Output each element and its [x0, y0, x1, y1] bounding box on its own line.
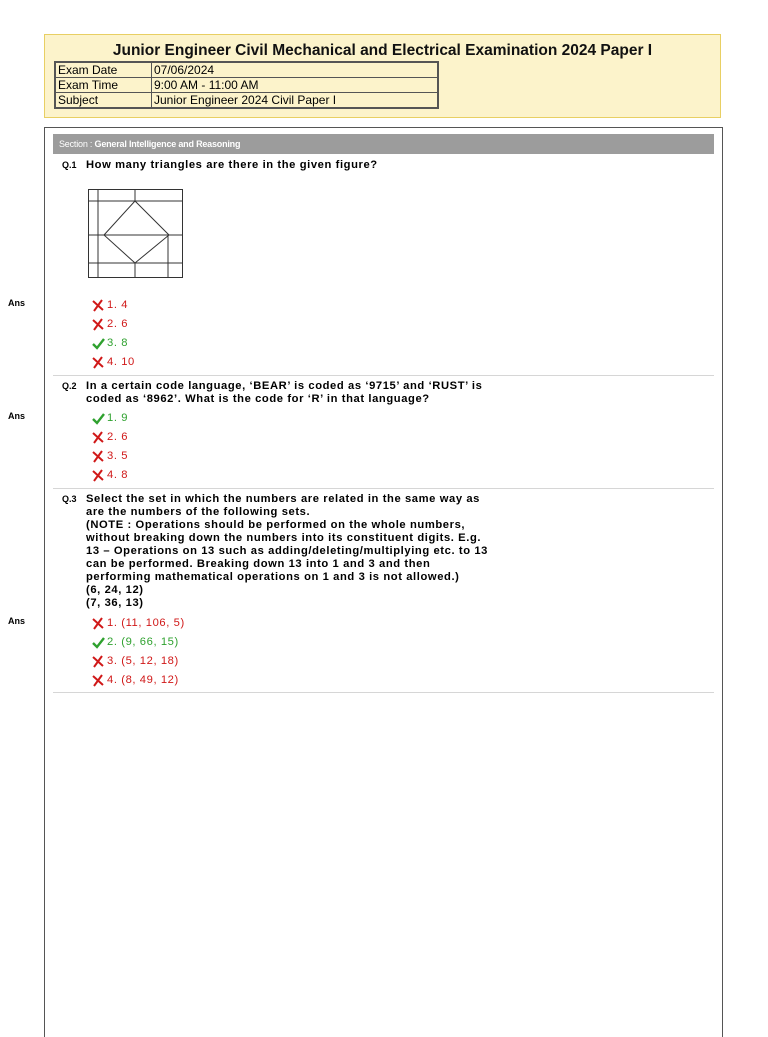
option[interactable] [91, 408, 128, 427]
option-text: 4. 8 [107, 468, 129, 481]
divider [53, 488, 714, 489]
question-number: Q.1 [62, 160, 77, 170]
section-name: General Intelligence and Reasoning [94, 139, 241, 149]
exam-title: Junior Engineer Civil Mechanical and Electrical Examination 2024 Paper I [112, 42, 653, 59]
question-line: 13 – Operations on 13 such as adding/deleting/multiplying etc. to 13 [86, 545, 488, 557]
option[interactable] [91, 314, 135, 333]
info-value: 07/06/2024 [152, 62, 439, 78]
question-line: Select the set in which the numbers are related in the same way as [86, 493, 480, 505]
ans-label: Ans [8, 411, 26, 421]
option-text: 4. (8, 49, 12) [107, 673, 179, 686]
option-text: 3. 8 [107, 336, 129, 349]
cross-icon [91, 449, 107, 463]
option[interactable] [91, 670, 185, 689]
info-row-date [55, 62, 438, 78]
cross-icon [91, 317, 107, 331]
question-line: coded as ‘8962’. What is the code for ‘R’ in that language? [86, 393, 430, 405]
option-text: 1. (11, 106, 5) [107, 616, 185, 629]
option-text: 1. 4 [107, 298, 129, 311]
question-text [86, 159, 536, 172]
question-line: performing mathematical operations on 1 and 3 is not allowed.) [86, 571, 460, 583]
question-line: In a certain code language, ‘BEAR’ is coded as ‘9715’ and ‘RUST’ is [86, 380, 483, 392]
option-text: 3. (5, 12, 18) [107, 654, 179, 667]
option[interactable] [91, 295, 135, 314]
option[interactable] [91, 333, 135, 352]
options-q3 [91, 613, 185, 689]
divider [53, 375, 714, 376]
exam-header [44, 34, 721, 118]
option[interactable] [91, 352, 135, 371]
section-header [53, 134, 714, 154]
option-text: 1. 9 [107, 411, 129, 424]
question-line: (NOTE : Operations should be performed on the whole numbers, [86, 519, 466, 531]
options-q1 [91, 295, 135, 371]
section-prefix: Section : [59, 139, 95, 149]
question-line: How many triangles are there in the given figure? [86, 159, 378, 171]
question-line: without breaking down the numbers into its constituent digits. E.g. [86, 532, 482, 544]
cross-icon [91, 673, 107, 687]
option-text: 3. 5 [107, 449, 129, 462]
option-text: 2. 6 [107, 317, 129, 330]
info-value: Junior Engineer 2024 Civil Paper I [152, 93, 439, 109]
question-line: (6, 24, 12) [86, 584, 144, 596]
check-icon [91, 411, 107, 425]
question-line: are the numbers of the following sets. [86, 506, 311, 518]
cross-icon [91, 298, 107, 312]
ans-label: Ans [8, 616, 26, 626]
cross-icon [91, 468, 107, 482]
exam-info-table [54, 61, 439, 109]
option[interactable] [91, 446, 128, 465]
figure-diamond [104, 201, 169, 263]
check-icon [91, 336, 107, 350]
triangle-figure [88, 189, 184, 279]
option[interactable] [91, 465, 128, 484]
question-number: Q.3 [62, 494, 77, 504]
ans-label: Ans [8, 298, 26, 308]
info-label: Exam Date [55, 62, 152, 78]
cross-icon [91, 430, 107, 444]
info-row-subject [55, 93, 438, 109]
question-line: (7, 36, 13) [86, 597, 144, 609]
info-value: 9:00 AM - 11:00 AM [152, 78, 439, 93]
cross-icon [91, 654, 107, 668]
question-text [86, 380, 536, 406]
option-text: 2. (9, 66, 15) [107, 635, 179, 648]
divider [53, 692, 714, 693]
info-label: Subject [55, 93, 152, 109]
option[interactable] [91, 613, 185, 632]
cross-icon [91, 355, 107, 369]
option-text: 4. 10 [107, 355, 135, 368]
option[interactable] [91, 427, 128, 446]
option-text: 2. 6 [107, 430, 129, 443]
question-number: Q.2 [62, 381, 77, 391]
check-icon [91, 635, 107, 649]
option[interactable] [91, 651, 185, 670]
question-line: can be performed. Breaking down 13 into 1 and 3 and then [86, 558, 431, 570]
options-q2 [91, 408, 128, 484]
question-text [86, 493, 536, 610]
option[interactable] [91, 632, 185, 651]
info-row-time [55, 78, 438, 93]
cross-icon [91, 616, 107, 630]
info-label: Exam Time [55, 78, 152, 93]
